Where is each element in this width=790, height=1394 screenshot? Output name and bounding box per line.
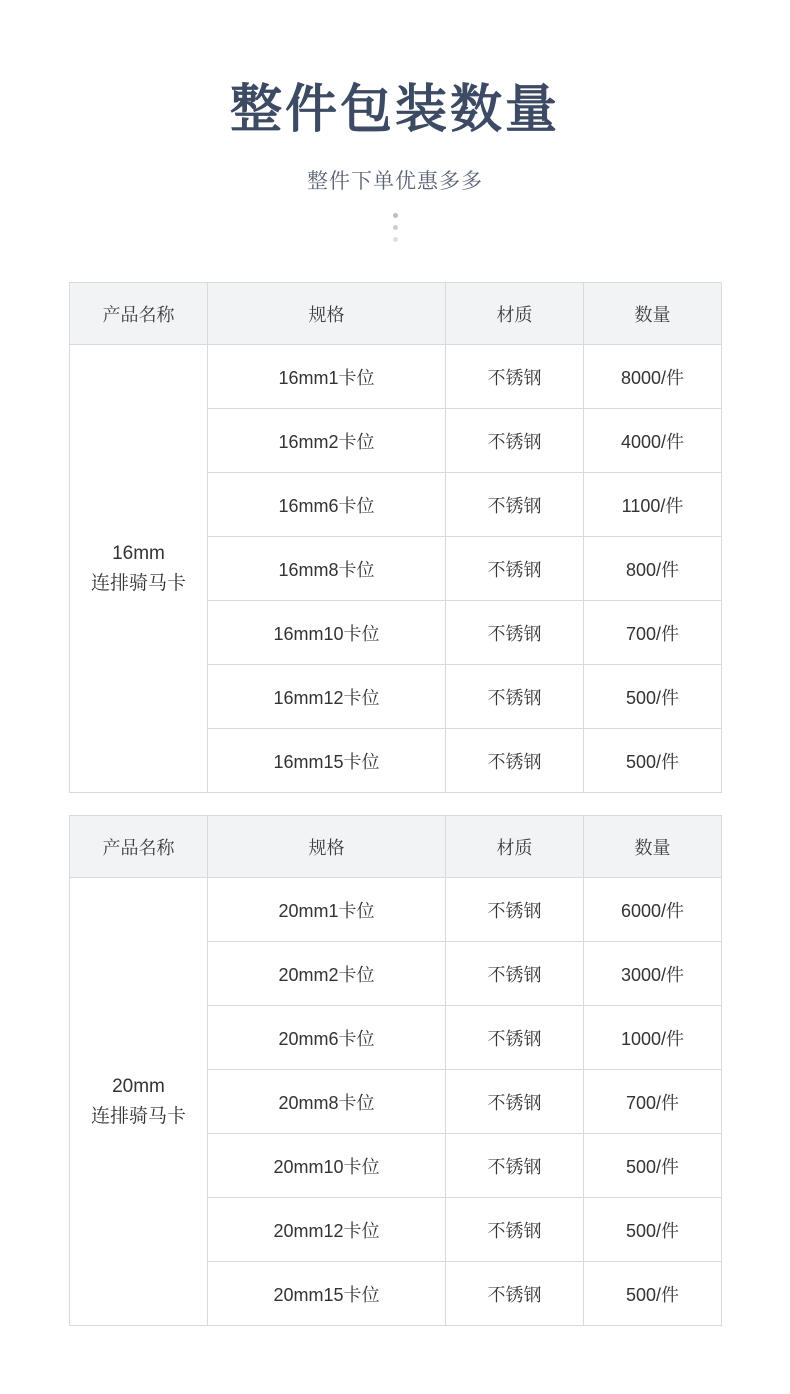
material-cell: 不锈钢 [446,345,584,409]
material-cell: 不锈钢 [446,1198,584,1262]
spec-cell: 20mm1卡位 [208,878,446,942]
page-title: 整件包装数量 [229,81,560,139]
material-cell: 不锈钢 [446,1070,584,1134]
dot-icon [393,213,398,218]
material-cell: 不锈钢 [446,409,584,473]
table-row [70,878,722,942]
page-subtitle: 整件下单优惠多多 [307,170,483,193]
quantity-cell: 800/件 [584,537,722,601]
spec-table-16mm [69,282,721,793]
column-header-material: 材质 [446,283,584,345]
quantity-cell: 700/件 [584,1070,722,1134]
table [69,282,722,793]
table-header-row [70,816,722,878]
material-cell: 不锈钢 [446,473,584,537]
product-name-line2: 连排骑马卡 [90,572,186,594]
column-header-product-name: 产品名称 [70,283,208,345]
quantity-cell: 500/件 [584,1262,722,1326]
product-name-line1: 20mm [112,1076,165,1098]
spec-table-20mm [69,815,721,1326]
quantity-cell: 500/件 [584,665,722,729]
quantity-cell: 700/件 [584,601,722,665]
material-cell: 不锈钢 [446,729,584,793]
material-cell: 不锈钢 [446,878,584,942]
material-cell: 不锈钢 [446,601,584,665]
column-header-spec: 规格 [208,816,446,878]
spec-cell: 20mm8卡位 [208,1070,446,1134]
spec-cell: 20mm2卡位 [208,942,446,1006]
spec-cell: 20mm6卡位 [208,1006,446,1070]
material-cell: 不锈钢 [446,537,584,601]
decorative-dots [390,213,400,242]
material-cell: 不锈钢 [446,942,584,1006]
quantity-cell: 8000/件 [584,345,722,409]
quantity-cell: 500/件 [584,729,722,793]
material-cell: 不锈钢 [446,1134,584,1198]
column-header-product-name: 产品名称 [70,816,208,878]
column-header-spec: 规格 [208,283,446,345]
product-name-cell [70,345,208,793]
spec-cell: 16mm8卡位 [208,537,446,601]
dot-icon [393,225,398,230]
quantity-cell: 1100/件 [584,473,722,537]
spec-cell: 16mm2卡位 [208,409,446,473]
dot-icon [393,237,398,242]
quantity-cell: 1000/件 [584,1006,722,1070]
quantity-cell: 500/件 [584,1134,722,1198]
spec-cell: 16mm10卡位 [208,601,446,665]
spec-cell: 20mm10卡位 [208,1134,446,1198]
tables-container [69,282,721,1326]
material-cell: 不锈钢 [446,1006,584,1070]
spec-cell: 20mm15卡位 [208,1262,446,1326]
table [69,815,722,1326]
quantity-cell: 500/件 [584,1198,722,1262]
table-header-row [70,283,722,345]
quantity-cell: 6000/件 [584,878,722,942]
spec-cell: 16mm6卡位 [208,473,446,537]
spec-cell: 16mm15卡位 [208,729,446,793]
material-cell: 不锈钢 [446,665,584,729]
quantity-cell: 3000/件 [584,942,722,1006]
material-cell: 不锈钢 [446,1262,584,1326]
spec-cell: 16mm1卡位 [208,345,446,409]
column-header-quantity: 数量 [584,283,722,345]
quantity-cell: 4000/件 [584,409,722,473]
column-header-quantity: 数量 [584,816,722,878]
product-name-line2: 连排骑马卡 [90,1105,186,1127]
spec-cell: 16mm12卡位 [208,665,446,729]
product-name-line1: 16mm [112,543,165,565]
table-row [70,345,722,409]
page-header [0,0,790,242]
product-name-cell [70,878,208,1326]
spec-cell: 20mm12卡位 [208,1198,446,1262]
column-header-material: 材质 [446,816,584,878]
